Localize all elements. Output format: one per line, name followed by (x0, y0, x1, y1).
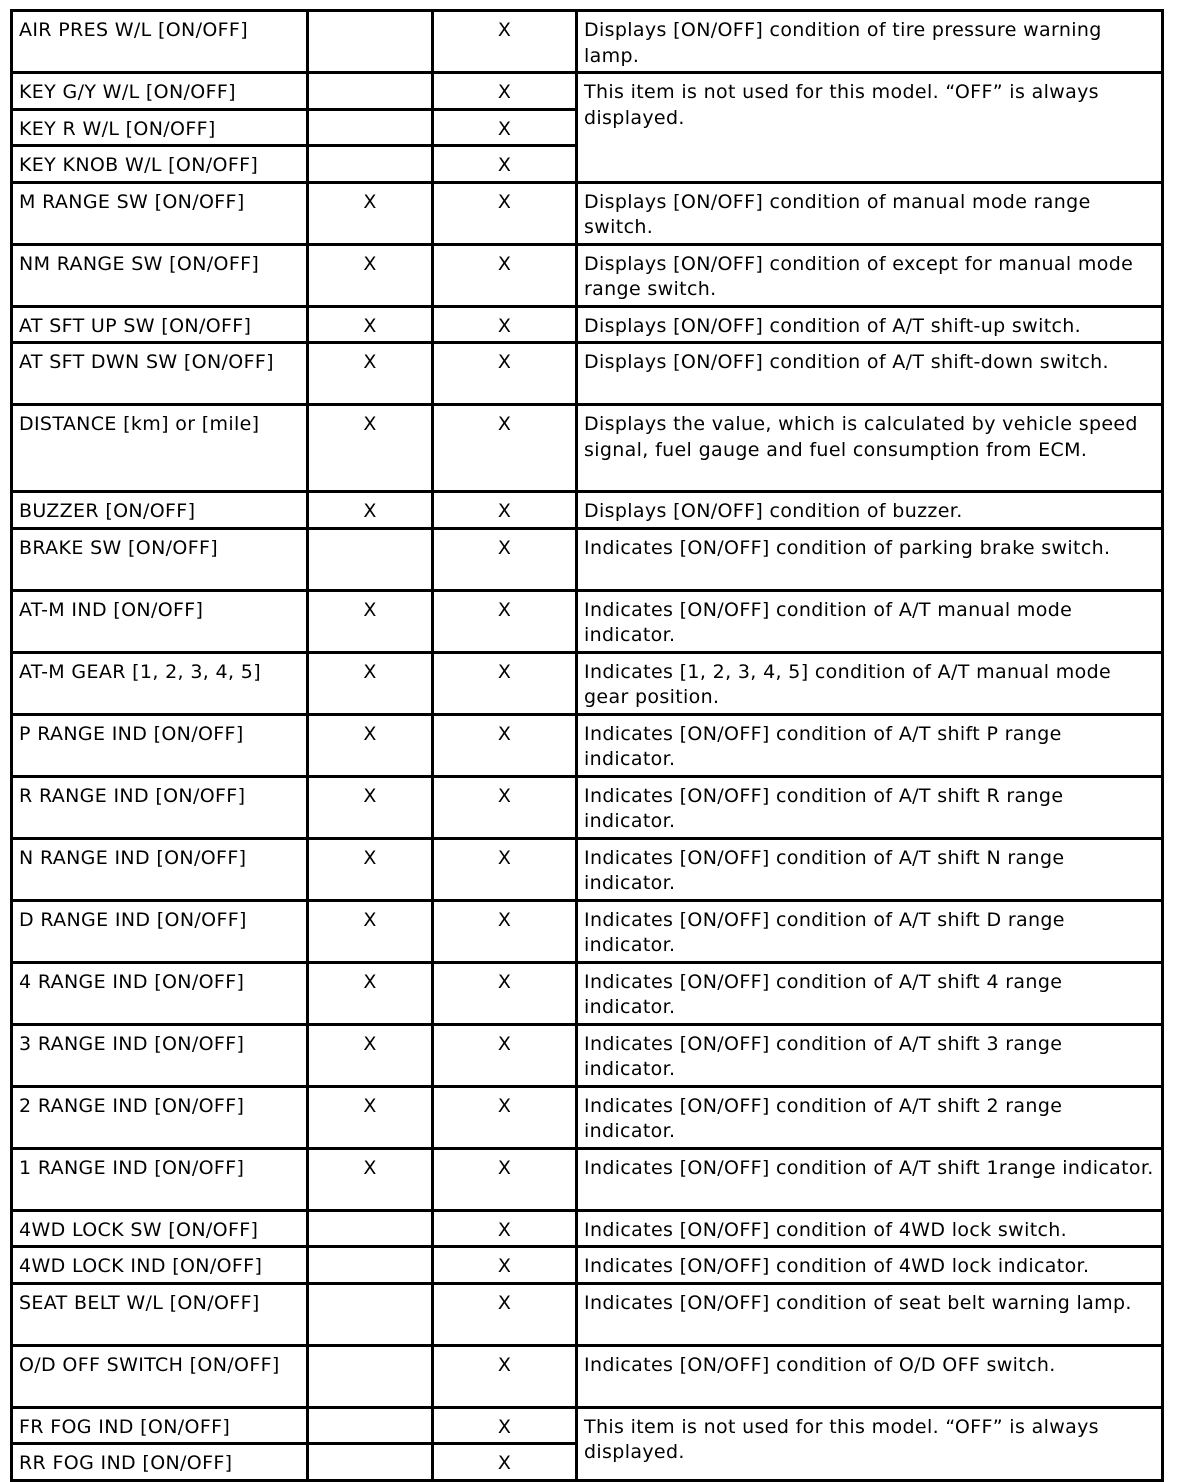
table-row (12, 1283, 1163, 1345)
item-description: Indicates [ON/OFF] condition of A/T shift R range indicator. (577, 776, 1163, 838)
table-row (12, 1247, 1163, 1284)
monitor-item-name: SEAT BELT W/L [ON/OFF] (12, 1283, 308, 1345)
col2-mark: X (433, 1024, 577, 1086)
col1-mark (308, 1247, 433, 1284)
monitor-item-name: 4WD LOCK SW [ON/OFF] (12, 1210, 308, 1247)
item-description: Indicates [ON/OFF] condition of A/T shift N range indicator. (577, 838, 1163, 900)
col2-mark: X (433, 528, 577, 590)
monitor-item-name: 1 RANGE IND [ON/OFF] (12, 1148, 308, 1210)
col1-mark: X (308, 714, 433, 776)
col2-mark: X (433, 900, 577, 962)
col2-mark: X (433, 714, 577, 776)
monitor-item-name: AT SFT UP SW [ON/OFF] (12, 306, 308, 343)
col1-mark (308, 73, 433, 110)
col2-mark: X (433, 1283, 577, 1345)
table-row (12, 652, 1163, 714)
item-description: Indicates [ON/OFF] condition of A/T shift D range indicator. (577, 900, 1163, 962)
monitor-item-name: KEY R W/L [ON/OFF] (12, 109, 308, 146)
col1-mark: X (308, 962, 433, 1024)
table-row (12, 244, 1163, 306)
col2-mark: X (433, 652, 577, 714)
col1-mark: X (308, 1024, 433, 1086)
col1-mark (308, 528, 433, 590)
table-row (12, 1345, 1163, 1407)
col1-mark: X (308, 590, 433, 652)
item-description: Displays [ON/OFF] condition of A/T shift-up switch. (577, 306, 1163, 343)
col2-mark: X (433, 590, 577, 652)
monitor-item-name: O/D OFF SWITCH [ON/OFF] (12, 1345, 308, 1407)
col2-mark: X (433, 1345, 577, 1407)
col2-mark: X (433, 146, 577, 183)
col2-mark: X (433, 1210, 577, 1247)
col1-mark (308, 1345, 433, 1407)
col1-mark: X (308, 776, 433, 838)
table-row (12, 838, 1163, 900)
monitor-item-name: R RANGE IND [ON/OFF] (12, 776, 308, 838)
table-row (12, 73, 1163, 110)
monitor-item-name: AT-M IND [ON/OFF] (12, 590, 308, 652)
table-row (12, 590, 1163, 652)
item-description: Indicates [ON/OFF] condition of A/T shift 4 range indicator. (577, 962, 1163, 1024)
col2-mark: X (433, 182, 577, 244)
col2-mark: X (433, 776, 577, 838)
table-row (12, 11, 1163, 73)
col1-mark: X (308, 244, 433, 306)
col1-mark: X (308, 1086, 433, 1148)
col2-mark: X (433, 962, 577, 1024)
item-description: Displays [ON/OFF] condition of except for manual mode range switch. (577, 244, 1163, 306)
col1-mark (308, 1210, 433, 1247)
item-description: Indicates [ON/OFF] condition of A/T shift P range indicator. (577, 714, 1163, 776)
col1-mark (308, 1283, 433, 1345)
col1-mark: X (308, 182, 433, 244)
col2-mark: X (433, 343, 577, 405)
item-description: Displays [ON/OFF] condition of buzzer. (577, 492, 1163, 529)
col2-mark: X (433, 492, 577, 529)
col2-mark: X (433, 109, 577, 146)
item-description: Displays [ON/OFF] condition of tire pressure warning lamp. (577, 11, 1163, 73)
monitor-item-name: AT-M GEAR [1, 2, 3, 4, 5] (12, 652, 308, 714)
col1-mark: X (308, 492, 433, 529)
monitor-item-name: D RANGE IND [ON/OFF] (12, 900, 308, 962)
table-row (12, 306, 1163, 343)
col2-mark: X (433, 838, 577, 900)
table-row (12, 492, 1163, 529)
monitor-item-name: DISTANCE [km] or [mile] (12, 405, 308, 492)
table-row (12, 1024, 1163, 1086)
monitor-item-name: 4WD LOCK IND [ON/OFF] (12, 1247, 308, 1284)
col1-mark (308, 11, 433, 73)
table-row (12, 1086, 1163, 1148)
col1-mark (308, 146, 433, 183)
table-row (12, 900, 1163, 962)
item-description: Displays [ON/OFF] condition of manual mode range switch. (577, 182, 1163, 244)
col2-mark: X (433, 11, 577, 73)
monitor-item-name: NM RANGE SW [ON/OFF] (12, 244, 308, 306)
monitor-item-name: FR FOG IND [ON/OFF] (12, 1407, 308, 1444)
item-description: Indicates [ON/OFF] condition of A/T shift 2 range indicator. (577, 1086, 1163, 1148)
item-description: Indicates [ON/OFF] condition of 4WD lock indicator. (577, 1247, 1163, 1284)
table-row (12, 962, 1163, 1024)
monitor-item-table (10, 9, 1164, 1482)
item-description: Indicates [ON/OFF] condition of O/D OFF switch. (577, 1345, 1163, 1407)
col2-mark: X (433, 244, 577, 306)
col1-mark: X (308, 652, 433, 714)
table-row (12, 776, 1163, 838)
table-row (12, 1407, 1163, 1444)
col1-mark: X (308, 405, 433, 492)
table-row (12, 182, 1163, 244)
item-description: Indicates [1, 2, 3, 4, 5] condition of A/T manual mode gear position. (577, 652, 1163, 714)
table-row (12, 1210, 1163, 1247)
monitor-item-name: P RANGE IND [ON/OFF] (12, 714, 308, 776)
col1-mark: X (308, 900, 433, 962)
item-description: This item is not used for this model. “OFF” is always displayed. (577, 1407, 1163, 1480)
monitor-item-name: KEY G/Y W/L [ON/OFF] (12, 73, 308, 110)
col1-mark: X (308, 343, 433, 405)
col1-mark: X (308, 838, 433, 900)
table-row (12, 714, 1163, 776)
col2-mark: X (433, 1247, 577, 1284)
table-row (12, 1148, 1163, 1210)
item-description: Indicates [ON/OFF] condition of A/T shift 1range indicator. (577, 1148, 1163, 1210)
monitor-item-name: KEY KNOB W/L [ON/OFF] (12, 146, 308, 183)
item-description: Indicates [ON/OFF] condition of parking brake switch. (577, 528, 1163, 590)
monitor-item-name: M RANGE SW [ON/OFF] (12, 182, 308, 244)
item-description: Indicates [ON/OFF] condition of A/T shift 3 range indicator. (577, 1024, 1163, 1086)
item-description: Displays the value, which is calculated by vehicle speed signal, fuel gauge and fuel consumption from ECM. (577, 405, 1163, 492)
col2-mark: X (433, 1407, 577, 1444)
monitor-item-name: BUZZER [ON/OFF] (12, 492, 308, 529)
col2-mark: X (433, 1148, 577, 1210)
col1-mark (308, 1407, 433, 1444)
item-description: This item is not used for this model. “OFF” is always displayed. (577, 73, 1163, 183)
monitor-item-name: AT SFT DWN SW [ON/OFF] (12, 343, 308, 405)
col2-mark: X (433, 306, 577, 343)
table-row (12, 405, 1163, 492)
item-description: Indicates [ON/OFF] condition of 4WD lock switch. (577, 1210, 1163, 1247)
col1-mark: X (308, 306, 433, 343)
item-description: Displays [ON/OFF] condition of A/T shift-down switch. (577, 343, 1163, 405)
monitor-item-name: 3 RANGE IND [ON/OFF] (12, 1024, 308, 1086)
item-description: Indicates [ON/OFF] condition of A/T manual mode indicator. (577, 590, 1163, 652)
monitor-item-name: BRAKE SW [ON/OFF] (12, 528, 308, 590)
col2-mark: X (433, 1444, 577, 1481)
col1-mark: X (308, 1148, 433, 1210)
monitor-item-name: 2 RANGE IND [ON/OFF] (12, 1086, 308, 1148)
monitor-item-name: AIR PRES W/L [ON/OFF] (12, 11, 308, 73)
monitor-item-name: 4 RANGE IND [ON/OFF] (12, 962, 308, 1024)
col2-mark: X (433, 73, 577, 110)
monitor-item-name: RR FOG IND [ON/OFF] (12, 1444, 308, 1481)
col1-mark (308, 1444, 433, 1481)
col2-mark: X (433, 405, 577, 492)
col2-mark: X (433, 1086, 577, 1148)
table-row (12, 528, 1163, 590)
table-row (12, 343, 1163, 405)
monitor-item-name: N RANGE IND [ON/OFF] (12, 838, 308, 900)
item-description: Indicates [ON/OFF] condition of seat belt warning lamp. (577, 1283, 1163, 1345)
col1-mark (308, 109, 433, 146)
